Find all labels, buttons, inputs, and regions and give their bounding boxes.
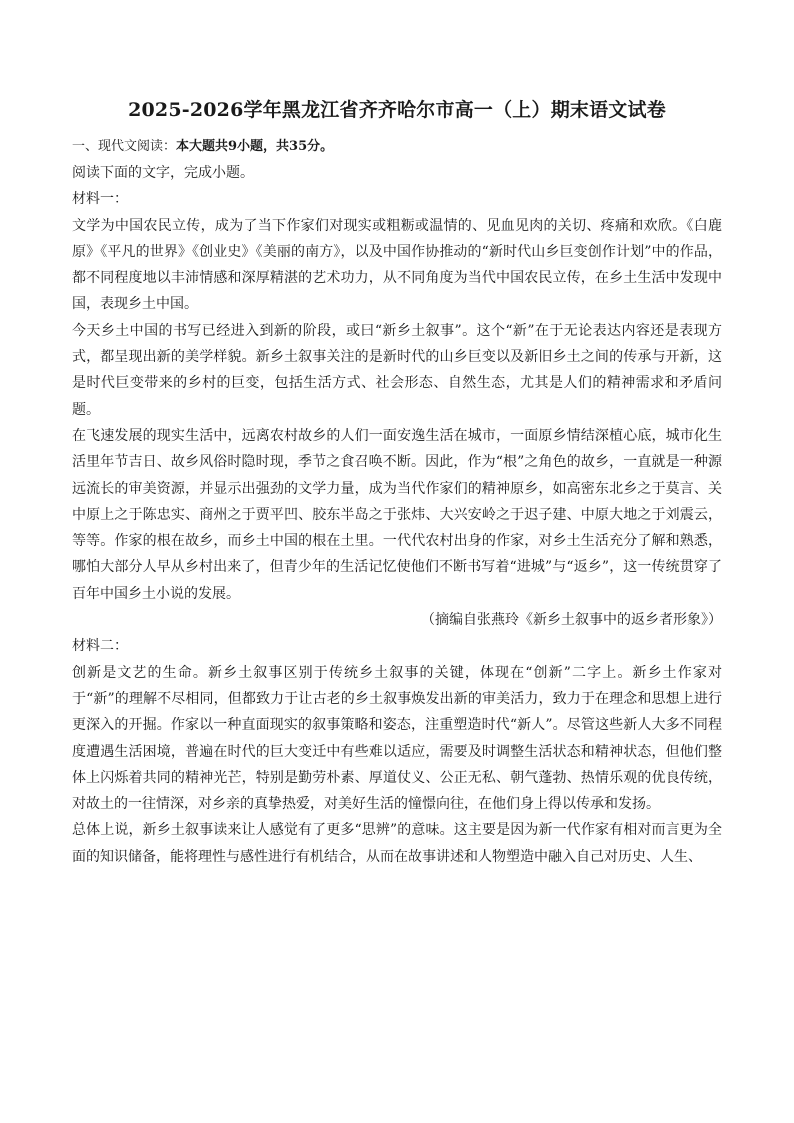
material-one-source: （摘编自张燕玲《新乡土叙事中的返乡者形象》）: [421, 612, 722, 629]
material-one-paragraph: 文学为中国农民立传，成为了当下作家们对现实或粗粝或温情的、见血见肉的关切、疼痛和欢欣。《白鹿原》《平凡的世界》《创业史》《美丽的南方》，以及中国作协推动的“新时代山乡巨变创作计划”中的作品，都不同程度地以丰沛情感和深厚精湛的艺术功力，从不同角度为当代中国农民立传，在乡土生活中发现中国，表现乡土中国。: [72, 217, 722, 313]
section-description: 本大题共9小题，共35分。: [176, 139, 334, 154]
exam-page: [72, 96, 722, 870]
section-heading: [72, 134, 722, 160]
section-label: 一、现代文阅读：: [72, 139, 177, 154]
material-two-paragraph: 创新是文艺的生命。新乡土叙事区别于传统乡土叙事的关键，体现在“创新”二字上。新乡土作家对于“新”的理解不尽相同，但都致力于让古老的乡土叙事焕发出新的审美活力，致力于在理念和思想上进行更深入的开掘。作家以一种直面现实的叙事策略和姿态，注重塑造时代“新人”。尽管这些新人大多不同程度遭遇生活困境，普遍在时代的巨大变迁中有些难以适应，需要及时调整生活状态和精神状态，但他们整体上闪烁着共同的精神光芒，特别是勤劳朴素、厚道仗义、公正无私、朝气蓬勃、热情乐观的优良传统，对故土的一往情深，对乡亲的真挚热爱，对美好生活的憧憬向往，在他们身上得以传承和发扬。: [72, 664, 722, 813]
instruction-text: 阅读下面的文字，完成小题。: [72, 165, 254, 181]
material-two-paragraph: 总体上说，新乡土叙事读来让人感觉有了更多“思辨”的意味。这主要是因为新一代作家有相对而言更为全面的知识储备，能将理性与感性进行有机结合，从而在故事讲述和人物塑造中融入自己对历史、人生、: [72, 822, 722, 865]
material-one-label: 材料一：: [72, 191, 128, 208]
material-two-label: 材料二：: [72, 638, 128, 655]
material-one-paragraph: 在飞速发展的现实生活中，远离农村故乡的人们一面安逸生活在城市，一面原乡情结深植心底，城市化生活里年节吉日、故乡风俗时隐时现，季节之食召唤不断。因此，作为“根”之角色的故乡，一直就是一种源远流长的审美资源，并显示出强劲的文学力量，成为当代作家们的精神原乡，如高密东北乡之于莫言、关中原上之于陈忠实、商州之于贾平凹、胶东半岛之于张炜、大兴安岭之于迟子建、中原大地之于刘震云，等等。作家的根在故乡，而乡土中国的根在土里。一代代农村出身的作家，对乡土生活充分了解和熟悉，哪怕大部分人早从乡村出来了，但青少年的生活记忆使他们不断书写着“进城”与“返乡”，这一传统贯穿了百年中国乡土小说的发展。: [72, 427, 722, 602]
material-one-paragraph: 今天乡土中国的书写已经进入到新的阶段，或曰“新乡土叙事”。这个“新”在于无论表达内容还是表现方式，都呈现出新的美学样貌。新乡土叙事关注的是新时代的山乡巨变以及新旧乡土之间的传承与开新，这是时代巨变带来的乡村的巨变，包括生活方式、社会形态、自然生态，尤其是人们的精神需求和矛盾问题。: [72, 322, 722, 418]
page-title: 2025-2026学年黑龙江省齐齐哈尔市高一（上）期末语文试卷: [128, 99, 666, 121]
